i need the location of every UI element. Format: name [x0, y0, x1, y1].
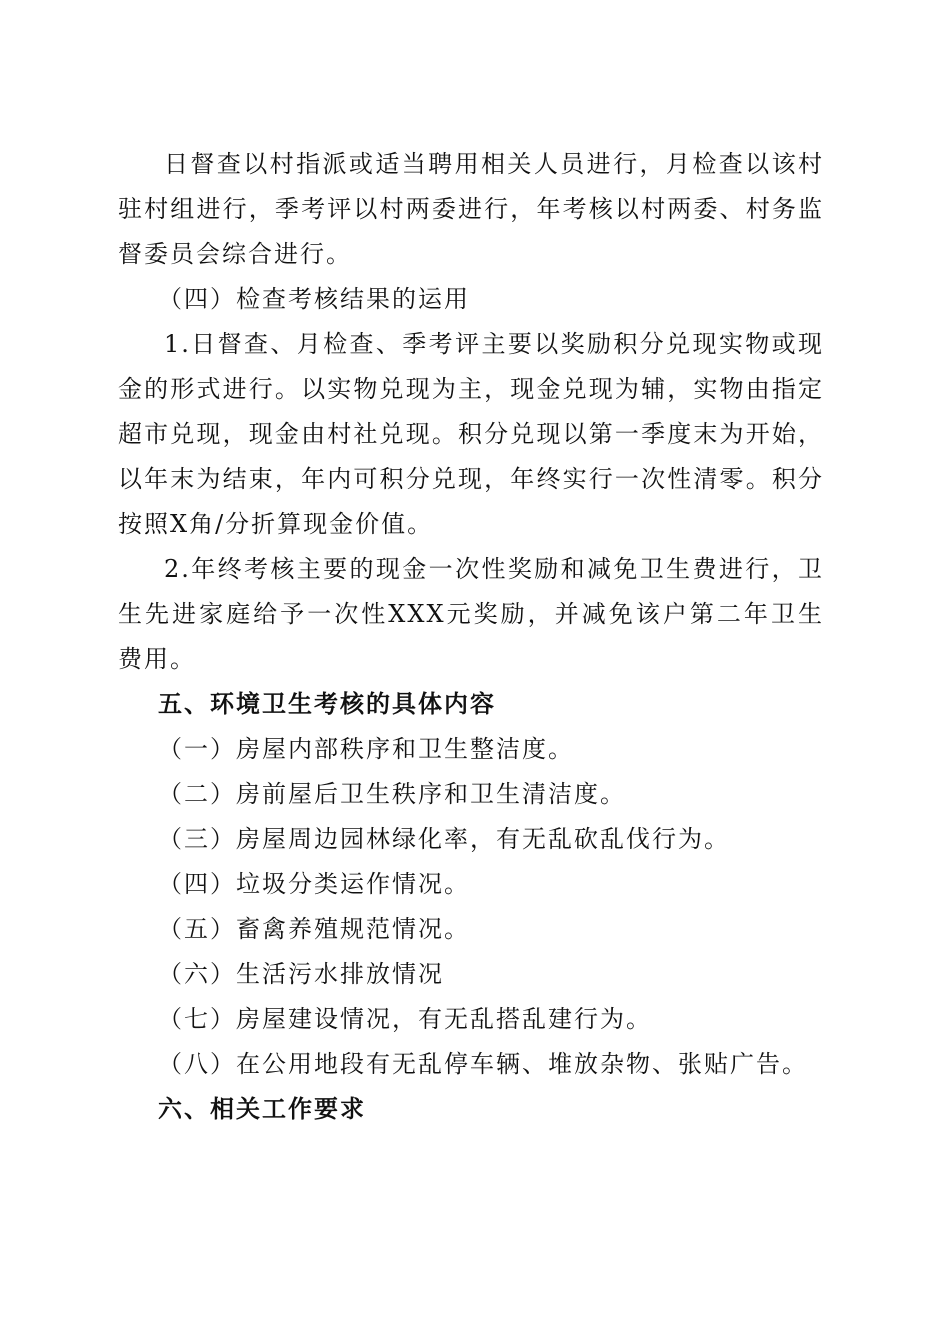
section-five-item-2: （二）房前屋后卫生秩序和卫生清洁度。 [158, 780, 626, 808]
section-five-item-8: （八）在公用地段有无乱停车辆、堆放杂物、张贴广告。 [158, 1050, 808, 1078]
paragraph-point-2: 2.年终考核主要的现金一次性奖励和减免卫生费进行，卫生先进家庭给予一次性XXX元奖励，并减免该户第二年卫生费用。 [118, 555, 824, 673]
document-page [118, 142, 824, 1132]
section-six-title: 六、相关工作要求 [158, 1095, 366, 1123]
section-five-title: 五、环境卫生考核的具体内容 [158, 690, 496, 718]
paragraph-point-1: 1.日督查、月检查、季考评主要以奖励积分兑现实物或现金的形式进行。以实物兑现为主，现金兑现为辅，实物由指定超市兑现，现金由村社兑现。积分兑现以第一季度末为开始，以年末为结束，年内可积分兑现，年终实行一次性清零。积分按照X角/分折算现金价值。 [118, 330, 824, 538]
section-five-item-3: （三）房屋周边园林绿化率，有无乱砍乱伐行为。 [158, 825, 730, 853]
section-five-item-7: （七）房屋建设情况，有无乱搭乱建行为。 [158, 1005, 652, 1033]
section-five-item-6: （六）生活污水排放情况 [158, 960, 444, 988]
section-five-item-4: （四）垃圾分类运作情况。 [158, 870, 470, 898]
section-five-item-5: （五）畜禽养殖规范情况。 [158, 915, 470, 943]
subheading-result-application: （四）检查考核结果的运用 [158, 285, 470, 313]
section-five-item-1: （一）房屋内部秩序和卫生整洁度。 [158, 735, 574, 763]
paragraph-inspection-arrangement: 日督查以村指派或适当聘用相关人员进行，月检查以该村驻村组进行，季考评以村两委进行，年考核以村两委、村务监督委员会综合进行。 [118, 150, 824, 268]
